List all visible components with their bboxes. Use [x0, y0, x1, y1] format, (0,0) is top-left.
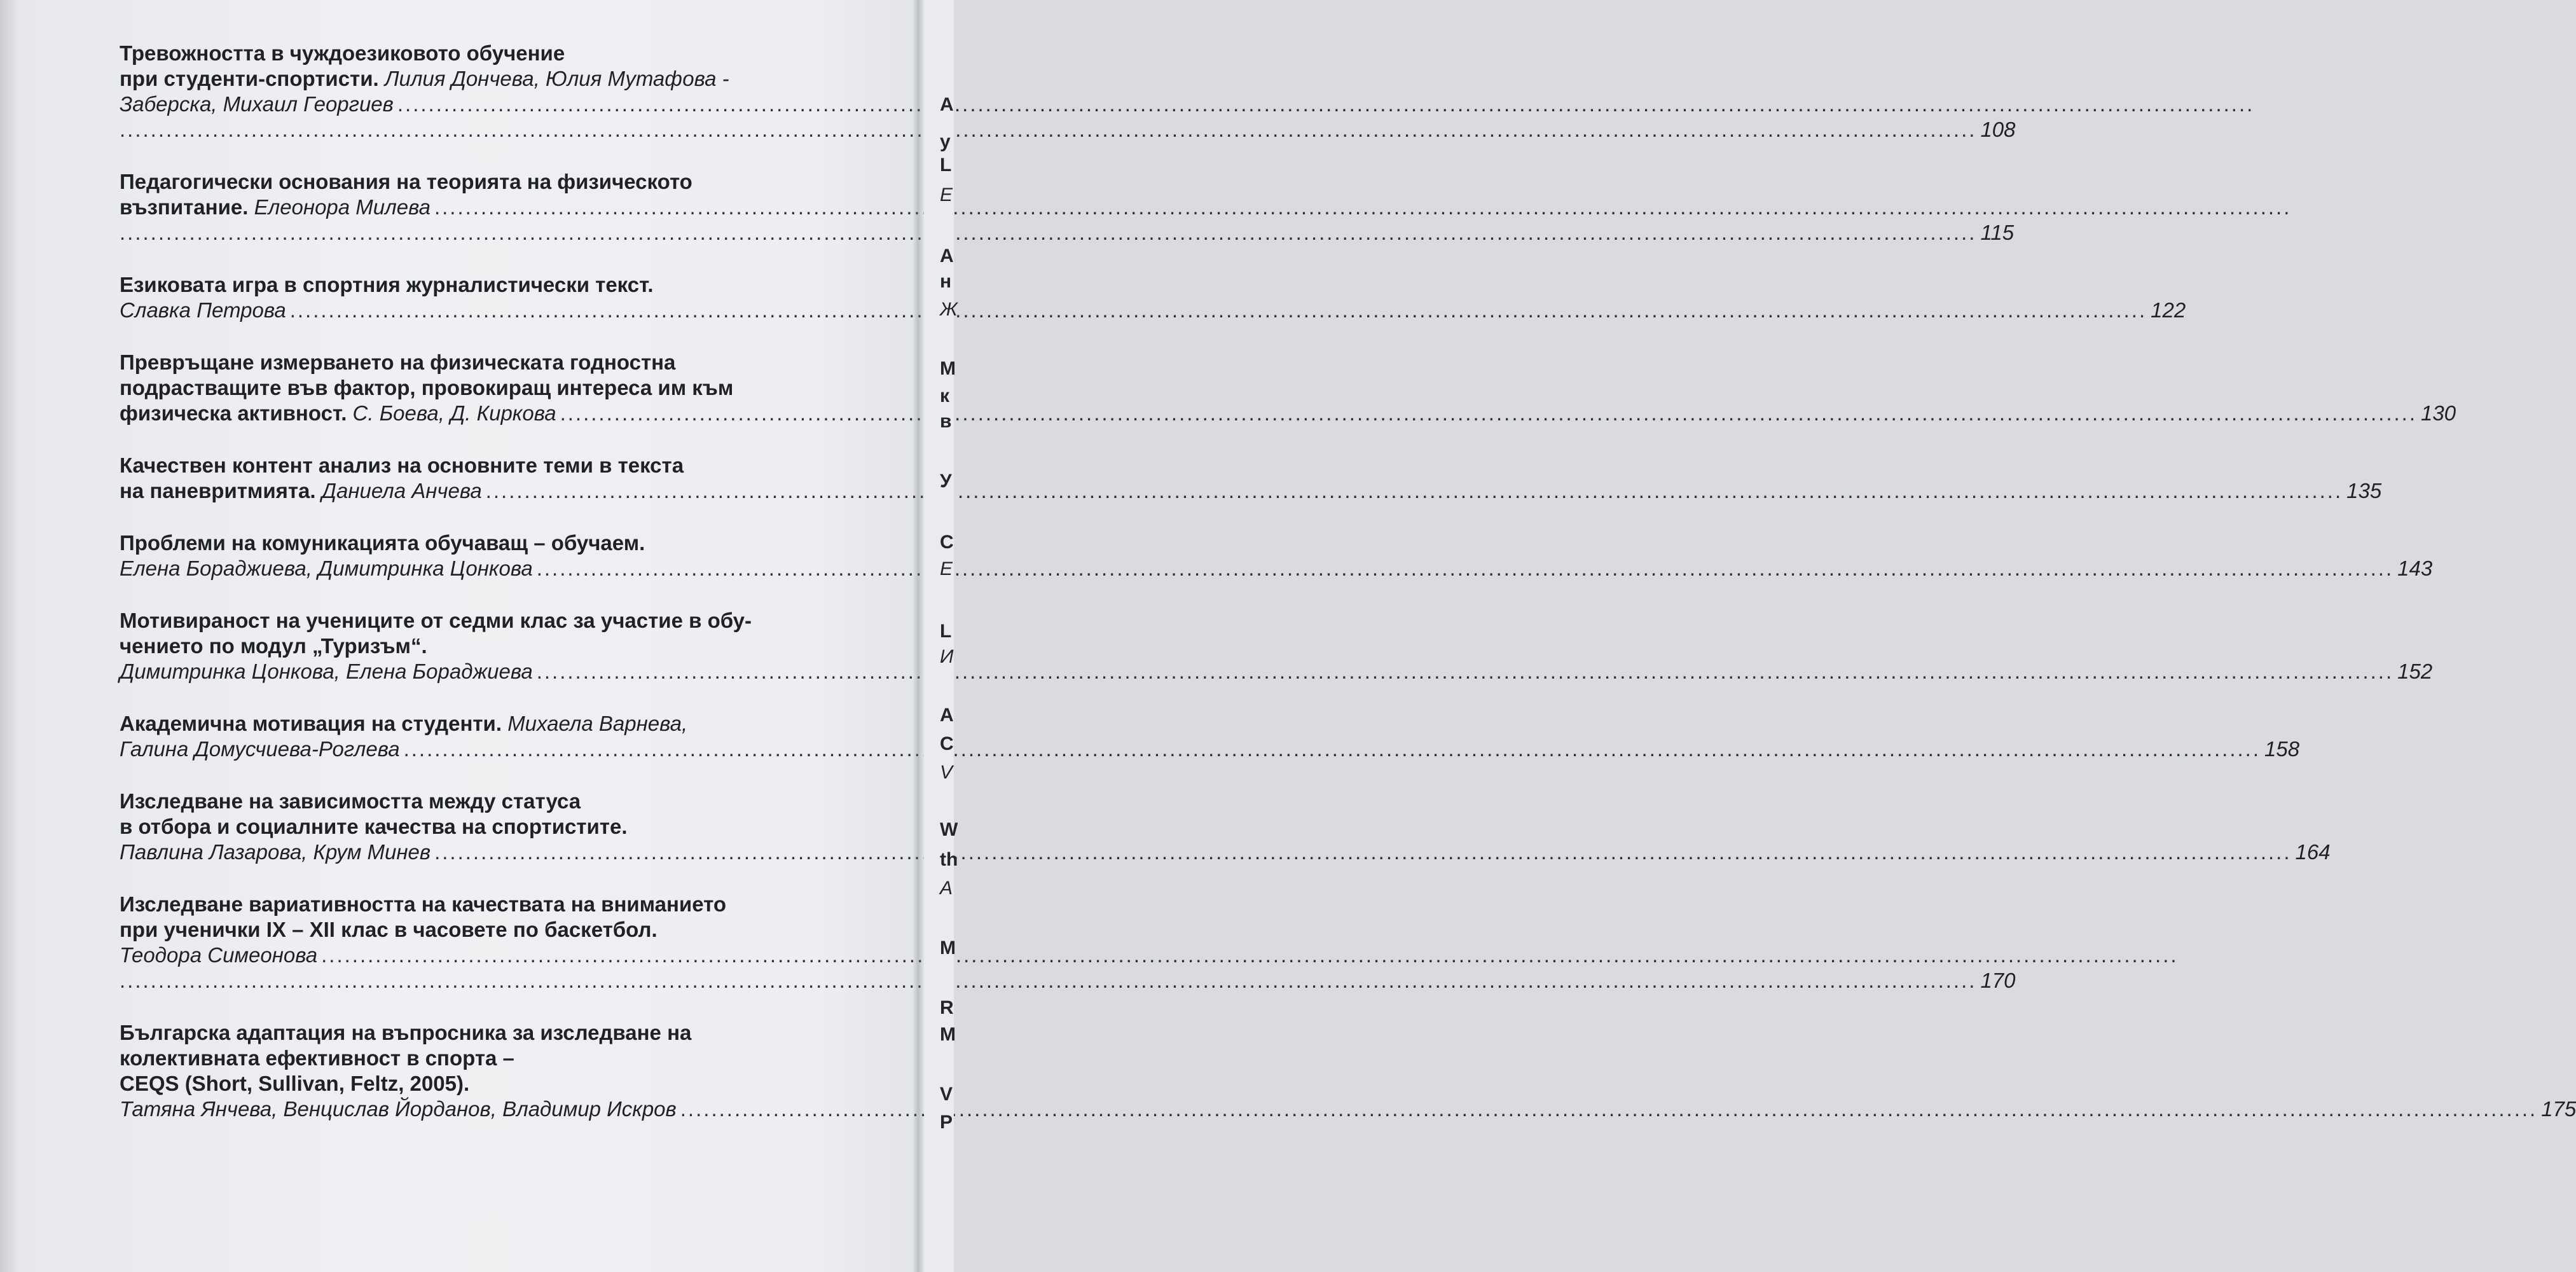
toc-entry-title-line	[120, 453, 895, 478]
dot-leader	[290, 298, 2147, 323]
dot-leader	[434, 840, 2291, 865]
facing-page-text-fragment: L	[940, 155, 952, 176]
facing-page-text-fragment: C	[940, 733, 954, 754]
facing-page-text-fragment: E	[940, 558, 953, 579]
entry-title: Академична мотивация на студенти.	[120, 712, 508, 735]
toc-entry	[120, 1020, 2576, 1122]
entry-authors: Теодора Симеонова	[120, 943, 318, 967]
entry-authors: Елена Бораджиева, Димитринка Цонкова	[120, 556, 533, 580]
toc-entry-title-line	[120, 633, 895, 659]
entry-title: физическа активност.	[120, 401, 353, 425]
page-number: 130	[2421, 401, 2456, 425]
page-number: 152	[2397, 660, 2433, 683]
toc-entry-leader-line	[120, 736, 2300, 762]
facing-page-text-fragment: E	[940, 184, 953, 205]
entry-authors: Славка Петрова	[120, 298, 286, 322]
dot-leader	[321, 943, 2178, 968]
facing-page-text-fragment: н	[940, 271, 952, 292]
toc-entry	[120, 608, 2433, 684]
entry-title: колективната ефективност в спорта –	[120, 1046, 514, 1070]
facing-page-text-fragment: C	[940, 532, 954, 553]
entry-title: възпитание.	[120, 195, 254, 219]
facing-page-text-fragment: A	[940, 245, 954, 266]
entry-authors: Лилия Дончева, Юлия Мутафова -	[384, 67, 729, 90]
facing-page-text-fragment: A	[940, 878, 953, 899]
toc-entry-title-line	[120, 375, 895, 401]
toc-entry-leader-line	[120, 1096, 2576, 1122]
toc-entry-leader-line	[120, 92, 806, 117]
toc-entry-page-line	[120, 220, 2015, 245]
dot-leader	[560, 401, 2417, 426]
toc-entry-page-line	[120, 968, 2016, 993]
facing-page-text-fragment: P	[940, 1112, 953, 1133]
dot-leader	[120, 220, 1976, 245]
entry-title: Проблеми на комуникацията обучаващ – обучаем.	[120, 531, 645, 555]
entry-title: Качествен контент анализ на основните теми в текста	[120, 453, 684, 477]
facing-page-text-fragment: W	[940, 819, 958, 840]
page-number: 135	[2346, 479, 2382, 502]
toc-entry-title-line	[120, 608, 895, 633]
entry-title: при студенти-спортисти.	[120, 67, 385, 90]
toc-entry-title-line	[120, 814, 895, 840]
entry-authors: Димитринка Цонкова, Елена Бораджиева	[120, 660, 533, 683]
facing-page-text-fragment: у	[940, 131, 951, 152]
dot-leader	[404, 733, 2261, 762]
entry-title: CEQS (Short, Sullivan, Feltz, 2005).	[120, 1072, 470, 1095]
toc-entry	[120, 530, 2433, 581]
dot-leader	[537, 659, 2393, 684]
facing-page-text-fragment: th	[940, 849, 958, 870]
page-number: 170	[1980, 969, 2016, 992]
page-number: 158	[2264, 737, 2300, 761]
entry-title: Мотивираност на учениците от седми клас за участие в обу-	[120, 609, 752, 632]
page-edge-shadow	[0, 0, 19, 1272]
facing-page	[924, 0, 958, 1272]
facing-page-text-fragment: A	[940, 705, 954, 726]
dot-leader	[397, 92, 2254, 117]
entry-title: Българска адаптация на въпросника за изследване на	[120, 1021, 692, 1044]
entry-title: подрастващите във фактор, провокиращ интереса им към	[120, 376, 734, 399]
facing-page-text-fragment: M	[940, 358, 956, 379]
page-number: 108	[1980, 118, 2016, 141]
page-number: 143	[2397, 556, 2433, 580]
entry-authors: Михаела Варнева,	[507, 712, 688, 735]
toc-entry-title-line	[120, 169, 895, 195]
toc-entry-leader-line	[120, 659, 2433, 684]
toc-entry-leader-line	[120, 478, 2382, 504]
entry-title: Изследване вариативността на качествата на вниманието	[120, 892, 727, 916]
toc-entry-title-line	[120, 917, 895, 943]
toc-entry	[120, 350, 2456, 426]
facing-page-text-fragment: Ж	[940, 299, 958, 320]
facing-page-text-fragment: И	[940, 646, 954, 667]
entry-authors: С. Боева, Д. Киркова	[352, 401, 556, 425]
toc-entry-title-line	[120, 1046, 895, 1071]
toc-entry-leader-line	[120, 943, 806, 968]
toc-entry-leader-line	[120, 401, 2456, 426]
facing-page-text-fragment: M	[940, 937, 956, 958]
toc-entry	[120, 169, 2015, 245]
page-number: 164	[2295, 840, 2331, 864]
toc-entry	[120, 272, 2186, 323]
page-number: 122	[2151, 298, 2186, 322]
toc-entry-title-line	[120, 1071, 895, 1096]
entry-title: на паневритмията.	[120, 479, 322, 502]
dot-leader	[120, 968, 1976, 993]
page-number: 115	[1980, 221, 2015, 244]
dot-leader	[434, 195, 2291, 220]
entry-title: Педагогически основания на теорията на физическото	[120, 170, 692, 193]
toc-entry	[120, 892, 2016, 993]
toc-entry	[120, 453, 2382, 504]
facing-page-text-fragment: M	[940, 1024, 956, 1045]
entry-title: Езиковата игра в спортния журналистически текст.	[120, 273, 654, 296]
entry-authors: Елеонора Милева	[254, 195, 430, 219]
facing-page-text-fragment: к	[940, 385, 950, 406]
toc-entry-page-line	[120, 117, 2016, 142]
entry-title: при ученички IX – XII клас в часовете по баскетбол.	[120, 918, 658, 941]
facing-page-text-fragment: R	[940, 997, 954, 1018]
entry-authors: Даниела Анчева	[321, 479, 482, 502]
facing-page-text-fragment: в	[940, 411, 952, 432]
entry-title: Тревожността в чуждоезиковото обучение	[120, 41, 565, 65]
entry-authors: Галина Домусчиева-Роглева	[120, 737, 400, 761]
dot-leader	[680, 1096, 2537, 1122]
entry-title: чението по модул „Туризъм“.	[120, 634, 427, 658]
toc-entry-title-line	[120, 530, 895, 556]
entry-authors: Татяна Янчева, Венцислав Йорданов, Владимир Искров	[120, 1097, 677, 1121]
toc-entry-leader-line	[120, 298, 2186, 323]
toc-entry	[120, 41, 2016, 142]
entry-authors: Павлина Лазарова, Крум Минев	[120, 840, 431, 864]
entry-authors: Заберска, Михаил Георгиев	[120, 92, 394, 116]
toc-entry-title-line	[120, 892, 895, 917]
toc-entry-leader-line	[120, 195, 806, 220]
entry-title: Превръщане измерването на физическата годностна	[120, 350, 676, 374]
dot-leader	[537, 556, 2393, 581]
entry-title: в отбора и социалните качества на спортистите.	[120, 815, 628, 838]
dot-leader	[486, 478, 2343, 504]
toc-entry-title-line	[120, 789, 895, 814]
toc-entry-title-line	[120, 41, 895, 66]
facing-page-text-fragment: У	[940, 471, 952, 492]
toc-entry-title-line	[120, 272, 895, 298]
dot-leader	[120, 117, 1976, 142]
toc-entry-title-line	[120, 350, 895, 375]
facing-page-text-fragment: L	[940, 621, 952, 642]
book-gutter	[913, 0, 924, 1272]
toc-entry-leader-line	[120, 556, 2433, 581]
toc-entry-title-line	[120, 66, 895, 92]
toc-entry-title-line	[120, 1020, 895, 1046]
facing-page-text-fragment: V	[940, 1084, 953, 1105]
toc-entry	[120, 711, 2300, 762]
facing-page-text-fragment: V	[940, 762, 953, 783]
toc-entry-title-line	[120, 711, 895, 736]
facing-page-text-fragment: A	[940, 94, 954, 115]
entry-title: Изследване на зависимостта между статуса	[120, 789, 581, 813]
page-number: 175	[2541, 1097, 2576, 1121]
